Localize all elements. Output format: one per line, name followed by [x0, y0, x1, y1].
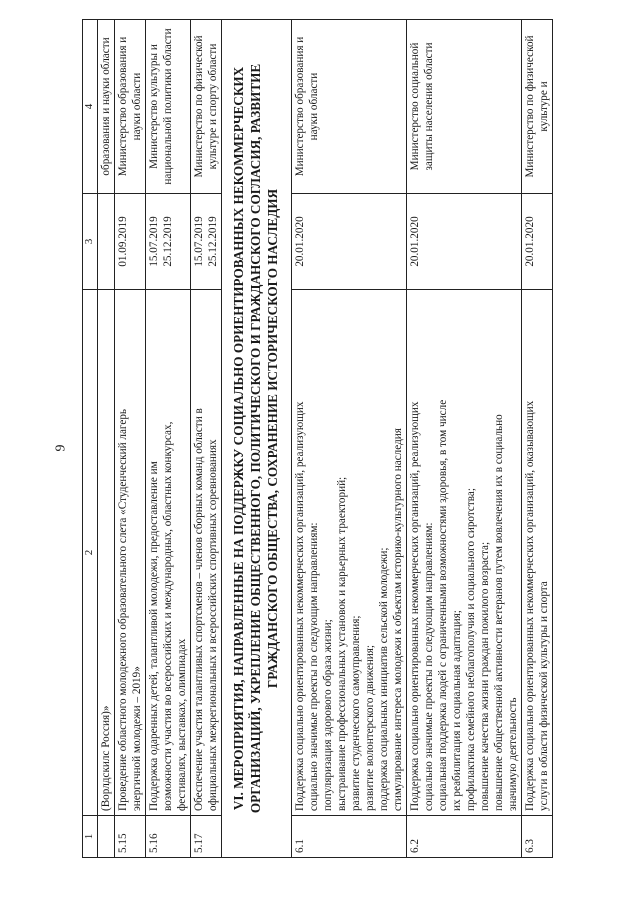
row-description — [292, 290, 407, 816]
description-line: Поддержка одаренных детей, талантливой молодежи, предоставление им — [147, 461, 160, 811]
description-line: Поддержка социально ориентированных некоммерческих организаций, реализующих — [294, 401, 307, 811]
page-number: 9 — [53, 444, 69, 452]
date-value: 25.12.2019 — [206, 216, 219, 267]
description-line: развитие студенческого самоуправления; — [350, 615, 363, 811]
description-line: значимую деятельность — [507, 697, 520, 811]
row-number: 5.17 — [190, 816, 221, 858]
row-date — [292, 194, 407, 290]
table-row — [145, 20, 190, 858]
row-number — [97, 816, 114, 858]
header-cell: 3 — [83, 194, 98, 290]
description-line: профилактика семейного неблагополучия и социального сиротства; — [465, 488, 478, 811]
description-line: их реабилитация и социальная адаптация; — [451, 610, 464, 811]
row-date — [407, 194, 522, 290]
row-date — [114, 194, 145, 290]
row-date — [522, 194, 553, 290]
date-value: 20.01.2020 — [409, 216, 422, 267]
section-row — [221, 20, 291, 858]
table-row — [407, 20, 522, 858]
table-row — [292, 20, 407, 858]
row-description — [190, 290, 221, 816]
header-cell: 2 — [83, 290, 98, 816]
row-organization: образования и науки области — [97, 20, 114, 194]
date-value: 15.07.2019 — [147, 216, 160, 267]
row-description — [114, 290, 145, 816]
row-number: 6.3 — [522, 816, 553, 858]
header-cell: 1 — [83, 816, 98, 858]
row-description — [407, 290, 522, 816]
row-number: 5.15 — [114, 816, 145, 858]
date-value: 25.12.2019 — [161, 216, 174, 267]
description-line: стимулирование интереса молодежи к объектам историко-культурного наследия — [392, 428, 405, 811]
row-number: 6.1 — [292, 816, 407, 858]
header-row — [83, 20, 98, 858]
description-line: фестивалях, выставках, олимпиадах — [175, 638, 188, 811]
description-line: Поддержка социально ориентированных некоммерческих организаций, реализующих — [409, 401, 422, 811]
date-value: 01.09.2019 — [116, 216, 129, 267]
row-date — [97, 194, 114, 290]
description-line: Проведение областного молодежного образовательного слета «Студенческий лагерь — [116, 408, 129, 811]
description-line: выстраивание профессиональных установок и карьерных траекторий; — [336, 476, 349, 811]
row-organization: Министерство социальной защиты населения области — [407, 20, 522, 194]
description-line: официальных межрегиональных и всероссийских спортивных соревнованиях — [206, 439, 219, 811]
description-line: повышение общественной активности ветеранов путем вовлечения их в социально — [493, 414, 506, 811]
row-description — [145, 290, 190, 816]
description-line: социально значимые проекты по следующим направлениям: — [423, 522, 436, 811]
rotated-document — [82, 20, 625, 858]
row-description — [522, 290, 553, 816]
section-title: VI. МЕРОПРИЯТИЯ, НАПРАВЛЕННЫЕ НА ПОДДЕРЖКУ СОЦИАЛЬНО ОРИЕНТИРОВАННЫХ НЕКОММЕРЧЕСКИХ ОРГАНИЗАЦИЙ, УКРЕПЛЕНИЕ ОБЩЕСТВЕННОГО, ПОЛИТИЧЕСКОГО И ГРАЖДАНСКОГО СОГЛАСИЯ, РАЗВИТИЕ ГРАЖДАНСКОГО ОБЩЕСТВА, СОХРАНЕНИЕ ИСТОРИЧЕСКОГО НАСЛЕДИЯ — [221, 20, 291, 858]
row-date — [145, 194, 190, 290]
row-description — [97, 290, 114, 816]
description-line: поддержка социальных инициатив сельской молодежи; — [378, 547, 391, 811]
description-line: Поддержка социально ориентированных некоммерческих организаций, оказывающих — [524, 400, 537, 811]
description-line: Обеспечение участия талантливых спортсменов – членов сборных команд области в — [192, 408, 205, 811]
date-value: 20.01.2020 — [294, 216, 307, 267]
row-date — [190, 194, 221, 290]
description-line: услуги в области физической культуры и спорта — [538, 581, 551, 811]
row-organization: Министерство культуры и национальной политики области — [145, 20, 190, 194]
header-cell: 4 — [83, 20, 98, 194]
description-line: (Ворлдскилс Россия)» — [99, 705, 112, 811]
row-organization: Министерство образования и науки области — [114, 20, 145, 194]
description-line: социальная поддержка людей с ограниченными возможностями здоровья, в том числе — [437, 399, 450, 811]
table-body — [83, 20, 553, 858]
table-row — [114, 20, 145, 858]
description-line: энергичной молодежи – 2019» — [130, 666, 143, 811]
date-value: 15.07.2019 — [192, 216, 205, 267]
measures-table — [82, 19, 553, 858]
date-value: 20.01.2020 — [524, 216, 537, 267]
row-organization: Министерство по физической культуре и — [522, 20, 553, 194]
table-row — [190, 20, 221, 858]
description-line: социально значимые проекты по следующим направлениям: — [308, 522, 321, 811]
row-organization: Министерство по физической культуре и спорту области — [190, 20, 221, 194]
table-row — [97, 20, 114, 858]
row-number: 6.2 — [407, 816, 522, 858]
description-line: возможности участия во всероссийских и международных, областных конкурсах, — [161, 421, 174, 811]
row-number: 5.16 — [145, 816, 190, 858]
description-line: развитие волонтерского движения; — [364, 644, 377, 811]
description-line: повышение качества жизни граждан пожилого возраста; — [479, 541, 492, 811]
row-organization: Министерство образования и науки области — [292, 20, 407, 194]
table-row — [522, 20, 553, 858]
description-line: популяризация здорового образа жизни; — [322, 619, 335, 811]
